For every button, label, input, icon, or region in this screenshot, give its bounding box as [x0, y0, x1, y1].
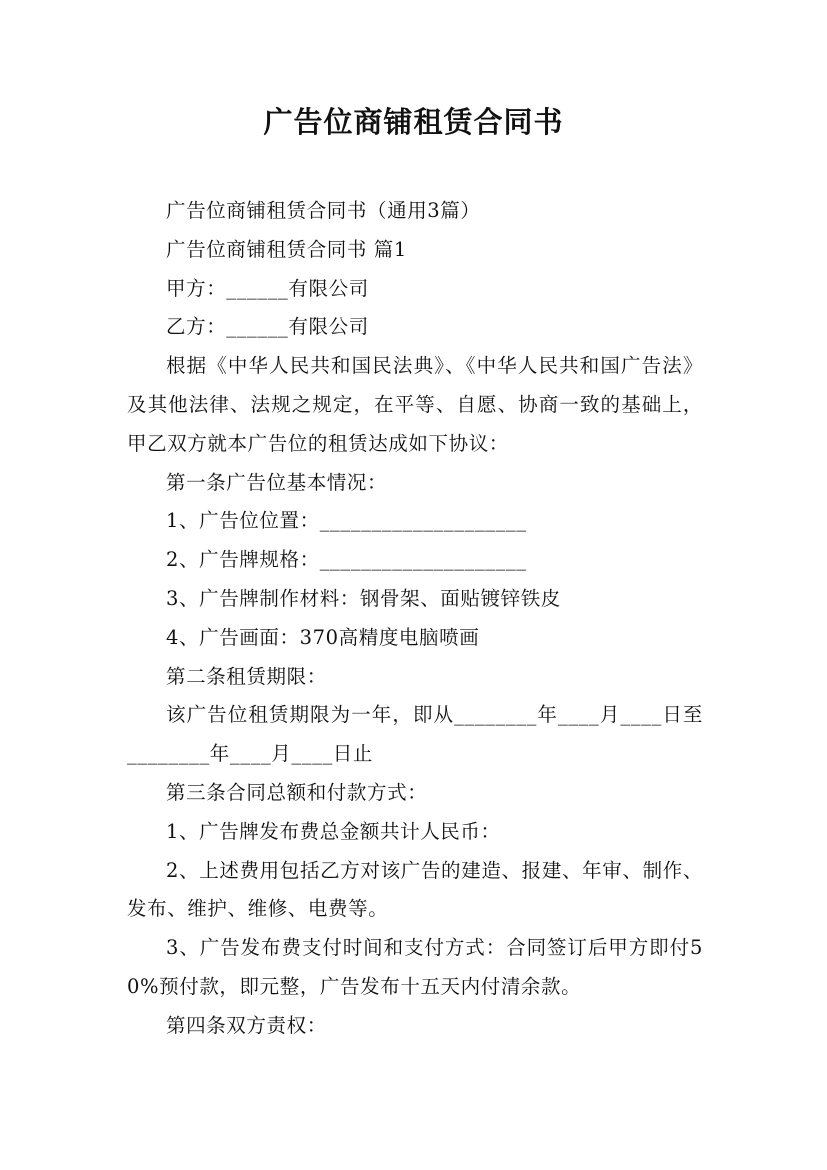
paragraph: 第四条双方责权：	[166, 1013, 327, 1037]
document-body	[127, 192, 703, 1046]
paragraph: 1、广告牌发布费总金额共计人民币：	[166, 819, 501, 843]
paragraph: 该广告位租赁期限为一年，即从________年____月____日至________年____月____日止	[127, 703, 703, 766]
paragraph: 第三条合同总额和付款方式：	[166, 780, 428, 804]
paragraph: 根据《中华人民共和国民法典》、《中华人民共和国广告法》及其他法律、法规之规定，在平等、自愿、协商一致的基础上，甲乙双方就本广告位的租赁达成如下协议：	[127, 354, 703, 455]
paragraph: 4、广告画面：370高精度电脑喷画	[166, 625, 480, 649]
paragraph: 3、广告发布费支付时间和支付方式：合同签订后甲方即付50%预付款，即元整，广告发布十五天内付清余款。	[127, 936, 703, 998]
document-title: 广告位商铺租赁合同书	[263, 105, 564, 139]
paragraph: 第二条租赁期限：	[166, 664, 327, 688]
paragraph: 甲方：______有限公司	[166, 276, 369, 300]
paragraph: 广告位商铺租赁合同书（通用3篇）	[166, 199, 481, 222]
paragraph: 1、广告位位置：____________________	[166, 509, 527, 533]
paragraph: 2、上述费用包括乙方对该广告的建造、报建、年审、制作、发布、维护、维修、电费等。	[127, 858, 703, 921]
paragraph: 2、广告牌规格：____________________	[166, 548, 527, 572]
paragraph: 第一条广告位基本情况：	[166, 470, 388, 494]
paragraph: 3、广告牌制作材料：钢骨架、面贴镀锌铁皮	[166, 586, 561, 610]
paragraph: 广告位商铺租赁合同书 篇1	[166, 237, 407, 261]
paragraph: 乙方：______有限公司	[166, 315, 369, 339]
